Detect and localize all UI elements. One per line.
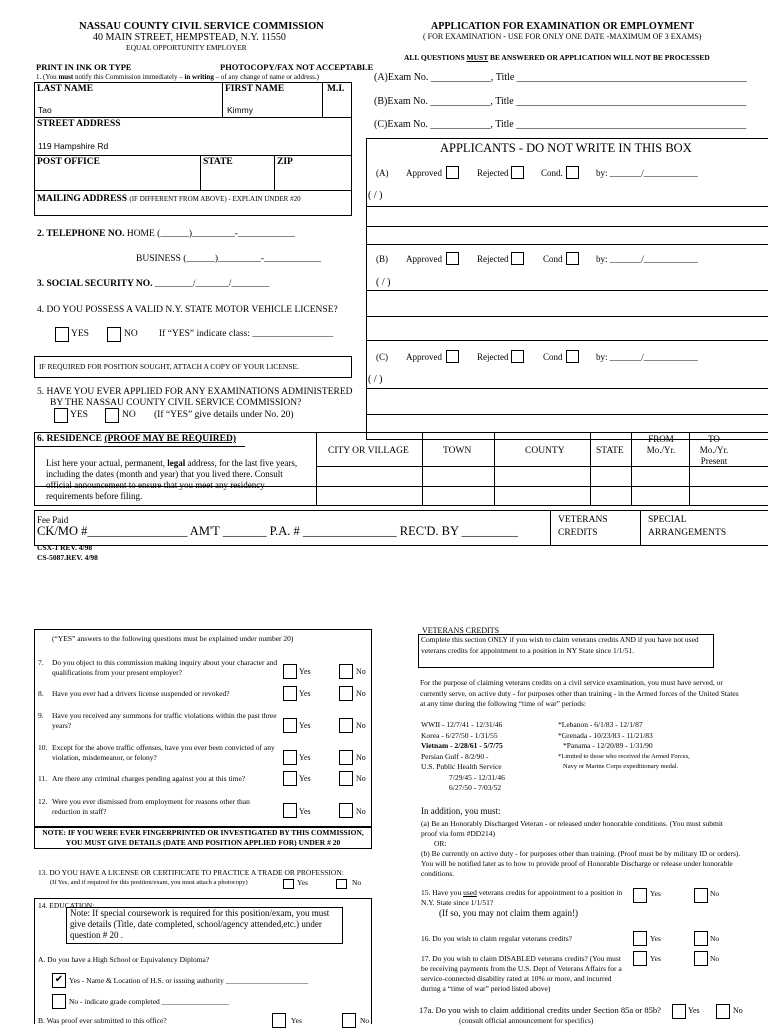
state-label: STATE xyxy=(203,157,233,167)
education-note: Note: If special coursework is required for this position/exam, you must give details (Title, date completed, school/agency attended,etc.) under question # 20 . xyxy=(70,908,330,940)
q10-no-checkbox[interactable] xyxy=(339,750,353,765)
q17-text: 17. Do you wish to claim DISABLED veterans credits? (You must be receiving payments from the U.S. Dept of Veterans Affairs for a service-connected disability rated at 10% or more, and incurred during a “time of war” period listed above) xyxy=(421,954,622,993)
period-korea: Korea - 6/27/50 - 1/31/55 xyxy=(421,730,498,740)
q16-no-label: No xyxy=(710,934,720,943)
q14-label: 14. EDUCATION: xyxy=(38,901,95,910)
social-security[interactable]: 3. SOCIAL SECURITY NO. ________/_______/________ xyxy=(37,279,270,289)
period-lebanon: *Lebanon - 6/1/83 - 12/1/87 xyxy=(558,720,643,729)
q15-yes-label: Yes xyxy=(650,889,661,898)
q15-no-label: No xyxy=(710,889,720,898)
q17-no-label: No xyxy=(710,954,720,963)
period-limited-note: *Limited to those who received the Armed Forces, xyxy=(558,752,690,760)
q9-num: 9. xyxy=(38,711,44,720)
exam-b[interactable]: (B)Exam No. ____________, Title ______________________________________________ xyxy=(374,96,747,107)
period-wwii: WWII - 12/7/41 - 12/31/46 xyxy=(421,720,503,729)
q5-line2: BY THE NASSAU COUNTY CIVIL SERVICE COMMISSION? xyxy=(50,398,302,408)
q10-yes-checkbox[interactable] xyxy=(283,750,297,765)
q13-no-checkbox[interactable] xyxy=(336,879,347,889)
office-row-a-date: ( / ) xyxy=(368,190,383,201)
q15-note: (If so, you may not claim them again!) xyxy=(439,908,578,918)
office-row-a-rejected-label: Rejected xyxy=(477,168,509,178)
period-grenada: *Grenada - 10/23/83 - 11/21/83 xyxy=(558,730,653,740)
first-name-label: FIRST NAME xyxy=(225,84,285,94)
q8-num: 8. xyxy=(38,689,44,698)
q12-yes-label: Yes xyxy=(299,807,311,816)
q5-yes-label: YES xyxy=(70,410,88,420)
veterans-credits-office: VETERANS CREDITS xyxy=(558,515,608,538)
special-arrangements: SPECIAL ARRANGEMENTS xyxy=(648,515,727,538)
print-ink-label: PRINT IN INK OR TYPE xyxy=(36,62,132,72)
q13-no-label: No xyxy=(352,878,362,887)
q5-no-checkbox[interactable] xyxy=(105,408,119,423)
q10-no-label: No xyxy=(356,753,366,762)
war-periods-right xyxy=(558,720,690,773)
q16-text: 16. Do you wish to claim regular veterans credits? xyxy=(421,934,572,943)
q12-no-checkbox[interactable] xyxy=(339,803,353,818)
q16-no-checkbox[interactable] xyxy=(694,931,708,946)
q8-text: Have you ever had a drivers license suspended or revoked? xyxy=(52,689,230,698)
q5-yes-checkbox[interactable] xyxy=(54,408,68,423)
post-office-label: POST OFFICE xyxy=(37,157,100,167)
office-row-b-approved-label: Approved xyxy=(406,254,442,264)
residence-title: 6. RESIDENCE (PROOF MAY BE REQUIRED) xyxy=(37,434,236,444)
office-row-b-approved-checkbox[interactable] xyxy=(446,252,459,265)
mailing-address-label: MAILING ADDRESS (IF DIFFERENT FROM ABOVE) - EXPLAIN UNDER #20 xyxy=(37,194,301,204)
office-row-b-cond-label: Cond xyxy=(543,254,563,264)
street-address-input[interactable]: 119 Hampshire Rd xyxy=(38,141,109,151)
q17-yes-checkbox[interactable] xyxy=(633,951,647,966)
last-name-input[interactable]: Tao xyxy=(38,105,52,115)
office-row-b-by[interactable]: by: _______/____________ xyxy=(596,254,698,264)
q8-no-label: No xyxy=(356,689,366,698)
veterans-item-a: (a) Be an Honorably Discharged Veteran - or released under honorable conditions. (You must submit proof via form #DD214) xyxy=(421,819,724,838)
q5-details: (If “YES” give details under No. 20) xyxy=(154,410,294,420)
office-row-c-by[interactable]: by: _______/____________ xyxy=(596,352,698,362)
q4-no-label: NO xyxy=(124,329,138,339)
q11-yes-label: Yes xyxy=(299,774,311,783)
q7-no-checkbox[interactable] xyxy=(339,664,353,679)
q13-yes-checkbox[interactable] xyxy=(283,879,294,889)
eoe-label: EQUAL OPPORTUNITY EMPLOYER xyxy=(126,43,247,52)
period-usphs-1: 7/29/45 - 12/31/46 xyxy=(449,772,505,782)
war-periods-left xyxy=(421,720,505,794)
yes-answers-note: (“YES” answers to the following questions must be explained under number 20) xyxy=(52,634,294,643)
qa-no-checkbox[interactable] xyxy=(52,994,66,1009)
period-vietnam: Vietnam - 2/28/61 - 5/7/75 xyxy=(421,741,503,750)
office-row-b-rejected-label: Rejected xyxy=(477,254,509,264)
q10-text: Except for the above traffic offenses, have you ever been convicted of any violation, misdemeanor, or felony? xyxy=(52,743,275,762)
street-address-label: STREET ADDRESS xyxy=(37,119,121,129)
office-row-a-cond-checkbox[interactable] xyxy=(566,166,579,179)
exam-c[interactable]: (C)Exam No. ____________, Title ______________________________________________ xyxy=(374,119,747,130)
license-note: IF REQUIRED FOR POSITION SOUGHT, ATTACH A COPY OF YOUR LICENSE. xyxy=(39,362,299,371)
q15-yes-checkbox[interactable] xyxy=(633,888,647,903)
qb-no-checkbox[interactable] xyxy=(342,1013,356,1028)
office-use-box xyxy=(366,138,768,440)
q17-yes-label: Yes xyxy=(650,954,661,963)
office-row-a-rejected-checkbox[interactable] xyxy=(511,166,524,179)
qb-no-label: No xyxy=(360,1016,370,1025)
veterans-or: OR: xyxy=(434,839,447,848)
exam-a[interactable]: (A)Exam No. ____________, Title ______________________________________________ xyxy=(374,72,747,83)
office-row-c-cond-checkbox[interactable] xyxy=(566,350,579,363)
telephone-home[interactable]: 2. TELEPHONE NO. HOME (______)_________-____________ xyxy=(37,229,295,239)
q4-yes-checkbox[interactable] xyxy=(55,327,69,342)
office-row-c-rejected-label: Rejected xyxy=(477,352,509,362)
q12-no-label: No xyxy=(356,807,366,816)
office-row-a-cond-label: Cond. xyxy=(541,168,563,178)
q17a-yes-checkbox[interactable] xyxy=(672,1004,686,1019)
last-name-label: LAST NAME xyxy=(37,84,94,94)
period-usphs-2: 6/27/50 - 7/03/52 xyxy=(449,783,502,792)
q7-yes-checkbox[interactable] xyxy=(283,664,297,679)
application-subtitle: ( FOR EXAMINATION - USE FOR ONLY ONE DATE -MAXIMUM OF 3 EXAMS) xyxy=(423,32,702,41)
q15-no-checkbox[interactable] xyxy=(694,888,708,903)
q17a-yes-label: Yes xyxy=(688,1006,700,1015)
q9-yes-label: Yes xyxy=(299,721,311,730)
office-row-c-date: ( / ) xyxy=(368,374,383,385)
q5-no-label: NO xyxy=(122,410,136,420)
q4-no-checkbox[interactable] xyxy=(107,327,121,342)
q10-num: 10. xyxy=(38,743,48,752)
q7-num: 7. xyxy=(38,658,44,667)
office-row-a-approved-checkbox[interactable] xyxy=(446,166,459,179)
q4-license: 4. DO YOU POSSESS A VALID N.Y. STATE MOTOR VEHICLE LICENSE? xyxy=(37,305,338,315)
q8-yes-checkbox[interactable] xyxy=(283,686,297,701)
qb-yes-checkbox[interactable] xyxy=(272,1013,286,1028)
q8-no-checkbox[interactable] xyxy=(339,686,353,701)
q13-text: 13. DO YOU HAVE A LICENSE OR CERTIFICATE TO PRACTICE A TRADE OR PROFESSION: xyxy=(38,868,344,877)
col-state: STATE xyxy=(596,446,624,456)
col-county: COUNTY xyxy=(525,446,565,456)
qa-yes-label[interactable]: Yes - Name & Location of H.S. or issuing authority ______________________ xyxy=(69,976,309,985)
q16-yes-checkbox[interactable] xyxy=(633,931,647,946)
q11-yes-checkbox[interactable] xyxy=(283,771,297,786)
notify-change-note: 1. (You must notify this Commission immediately – in writing – of any change of name or address.) xyxy=(36,73,319,81)
col-from: FROM Mo./Yr. xyxy=(646,434,676,455)
qb-proof: B. Was proof ever submitted to this office? xyxy=(38,1016,167,1025)
q12-text: Were you ever dismissed from employment for reasons other than reduction in staff? xyxy=(52,797,250,816)
q12-num: 12. xyxy=(38,797,48,806)
q7-yes-label: Yes xyxy=(299,667,311,676)
fee-payment-line[interactable]: CK/MO #________________ AM'T _______ P.A. # _______________ REC'D. BY _________ xyxy=(37,524,518,538)
office-row-b-cond-checkbox[interactable] xyxy=(566,252,579,265)
q11-text: Are there any criminal charges pending against you at this time? xyxy=(52,774,246,783)
office-row-b-date: ( / ) xyxy=(376,277,391,288)
org-name: NASSAU COUNTY CIVIL SERVICE COMMISSION xyxy=(79,21,324,32)
veterans-item-b: (b) Be currently on active duty - for purposes other than training. (Proof must be by military ID or orders). You will be notified later as to how to provide proof of Honorable Discharge or release under honorable conditions. xyxy=(421,849,741,878)
q5-line1: 5. HAVE YOU EVER APPLIED FOR ANY EXAMINATIONS ADMINISTERED xyxy=(37,387,353,397)
q12-yes-checkbox[interactable] xyxy=(283,803,297,818)
q17a-text: 17a. Do you wish to claim additional credits under Section 85a or 85b? xyxy=(419,1005,661,1015)
col-city-village: CITY OR VILLAGE xyxy=(328,446,409,456)
qa-no-label[interactable]: No - indicate grade completed __________________ xyxy=(69,997,230,1006)
q9-text: Have you received any summons for traffic violations within the past three years? xyxy=(52,711,277,730)
qa-diploma: A. Do you have a High School or Equivalency Diploma? xyxy=(38,955,210,964)
fingerprint-note: NOTE: IF YOU WERE EVER FINGERPRINTED OR INVESTIGATED BY THIS COMMISSION, YOU MUST GIVE DETAILS (DATE AND POSITION APPLIED FOR) UNDER # 20 xyxy=(42,828,364,847)
q15-text: 15. Have you used veterans credits for appointment to a position in N.Y. State since 1/1/51? xyxy=(421,888,623,907)
fee-paid-label: Fee Paid xyxy=(37,515,69,525)
qa-yes-checkbox[interactable]: ✔ xyxy=(52,973,66,988)
all-questions-note: ALL QUESTIONS MUST BE ANSWERED OR APPLICATION WILL NOT BE PROCESSED xyxy=(404,53,710,62)
col-to: TO Mo./Yr. Present xyxy=(699,434,729,466)
period-usphs: U.S. Public Health Service xyxy=(421,762,502,771)
col-town: TOWN xyxy=(443,446,472,456)
veterans-title: VETERANS CREDITS xyxy=(422,626,500,635)
office-row-a-by[interactable]: by: _______/____________ xyxy=(596,168,698,178)
application-title: APPLICATION FOR EXAMINATION OR EMPLOYMENT xyxy=(431,21,694,32)
q9-no-label: No xyxy=(356,721,366,730)
q10-yes-label: Yes xyxy=(299,753,311,762)
photocopy-label: PHOTOCOPY/FAX NOT ACCEPTABLE xyxy=(220,62,374,72)
veterans-paragraph: For the purpose of claiming veterans credits on a civil service examination, you must have served, or currently serve, on active duty - for purposes other than training - in the Armed forces of the United States at any time during the following “time of war” periods: xyxy=(420,678,739,708)
q17-no-checkbox[interactable] xyxy=(694,951,708,966)
zip-label: ZIP xyxy=(277,157,293,167)
office-row-c-approved-checkbox[interactable] xyxy=(446,350,459,363)
qb-yes-label: Yes xyxy=(291,1016,302,1025)
q17a-no-label: No xyxy=(733,1006,743,1015)
q16-yes-label: Yes xyxy=(650,934,661,943)
q9-no-checkbox[interactable] xyxy=(339,718,353,733)
q8-yes-label: Yes xyxy=(299,689,311,698)
q11-num: 11. xyxy=(38,774,48,783)
q11-no-label: No xyxy=(356,774,366,783)
veterans-intro: Complete this section ONLY if you wish to claim veterans credits AND if you have not used veterans credits for appointment to a position in NY State since 1/1/51. xyxy=(421,635,699,655)
residence-instructions: List here your actual, permanent, legal address, for the last five years, including the dates (month and year) that you lived there. Consult official announcement to ensure that you meet any residency requirements before filing. xyxy=(46,458,298,501)
q13-subtext: (If Yes, and if required for this position/exam, you must attach a photocopy) xyxy=(50,879,248,886)
q4-class[interactable]: If “YES” indicate class: _________________ xyxy=(159,329,334,339)
in-addition-label: In addition, you must: xyxy=(421,806,501,816)
q11-no-checkbox[interactable] xyxy=(339,771,353,786)
office-row-c-letter: (C) xyxy=(376,352,388,362)
office-row-b-letter: (B) xyxy=(376,254,388,264)
q13-yes-label: Yes xyxy=(297,878,308,887)
form-rev-1: CSX-1 REV. 4/98 xyxy=(37,543,93,552)
q17a-subtext: (consult official announcement for specifics) xyxy=(459,1016,594,1025)
office-box-title: APPLICANTS - DO NOT WRITE IN THIS BOX xyxy=(440,141,692,155)
q4-yes-label: YES xyxy=(71,329,89,339)
q7-no-label: No xyxy=(356,667,366,676)
q17a-no-checkbox[interactable] xyxy=(716,1004,730,1019)
q7-text: Do you object to this commission making inquiry about your character and qualifications from your present employer? xyxy=(52,658,278,677)
office-row-c-cond-label: Cond xyxy=(543,352,563,362)
form-rev-2: CS-5087.REV. 4/98 xyxy=(37,553,98,562)
office-row-a-letter: (A) xyxy=(376,168,389,178)
period-panama: *Panama - 12/20/89 - 1/31/90 xyxy=(563,741,653,750)
first-name-input[interactable]: Kimmy xyxy=(227,105,253,115)
office-row-c-rejected-checkbox[interactable] xyxy=(511,350,524,363)
office-row-c-approved-label: Approved xyxy=(406,352,442,362)
office-row-a-approved-label: Approved xyxy=(406,168,442,178)
telephone-business[interactable]: BUSINESS (______)_________-____________ xyxy=(136,254,321,264)
mi-label: M.I. xyxy=(327,84,345,94)
org-address: 40 MAIN STREET, HEMPSTEAD, N.Y. 11550 xyxy=(93,32,286,43)
office-row-b-rejected-checkbox[interactable] xyxy=(511,252,524,265)
q9-yes-checkbox[interactable] xyxy=(283,718,297,733)
period-persian-gulf: Persian Gulf - 8/2/90 - xyxy=(421,751,489,761)
period-limited-note-2: Navy or Marine Corps expeditionary medal. xyxy=(563,763,679,770)
